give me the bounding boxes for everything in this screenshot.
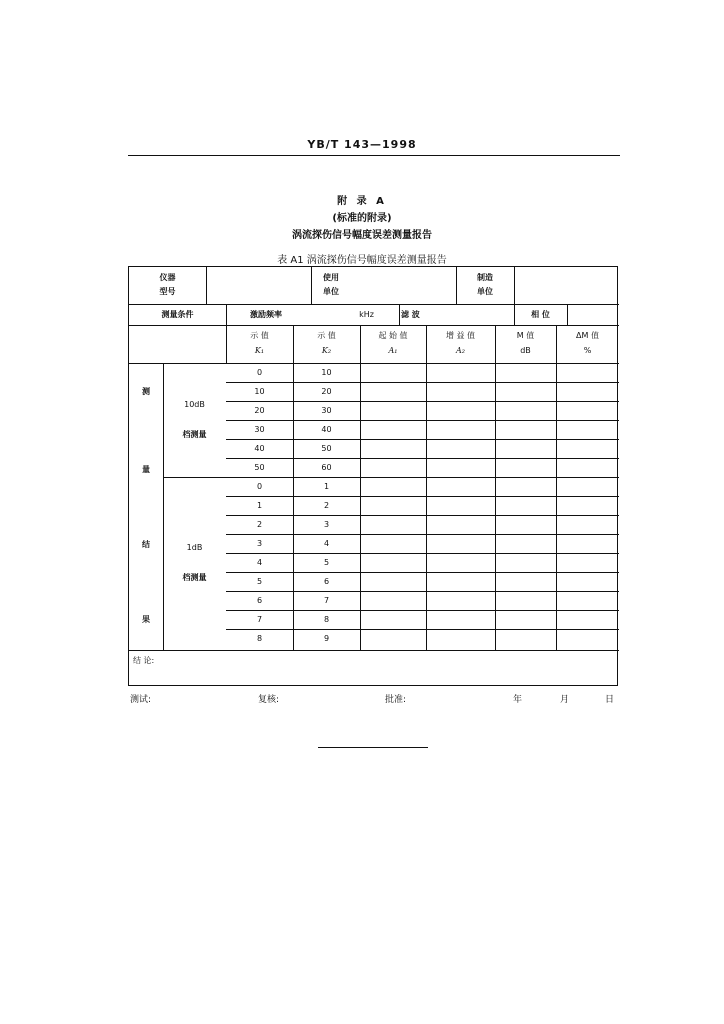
conditions-label: 测量条件: [161, 310, 194, 319]
col-divider: [514, 267, 515, 304]
row-divider: [129, 304, 619, 305]
table-cell: 4: [256, 558, 263, 567]
col-divider: [567, 304, 568, 325]
table-cell: 6: [256, 596, 263, 605]
row-divider: [226, 629, 619, 630]
table-cell: 10: [254, 387, 265, 396]
col-divider: [495, 325, 496, 650]
tester-label: 测试:: [130, 695, 152, 705]
table-cell: 20: [254, 406, 265, 415]
col-m-header: M 值: [516, 331, 535, 340]
col-a1-header: 起 始 值: [378, 331, 408, 340]
col-a2-symbol: A₂: [456, 346, 465, 355]
frequency-unit: kHz: [359, 310, 374, 319]
table-cell: 30: [254, 425, 265, 434]
table-cell: 8: [323, 615, 330, 624]
instrument-label: 型号: [159, 287, 176, 296]
maker-unit-label: 制造: [477, 273, 493, 282]
group-1db-label: 1dB: [186, 543, 203, 552]
table-cell: 40: [321, 425, 332, 434]
conclusion-label: 结 论:: [133, 656, 155, 665]
row-divider: [129, 325, 619, 326]
phase-label: 相 位: [531, 310, 550, 319]
table-cell: 30: [321, 406, 332, 415]
frequency-label: 激励频率: [250, 310, 282, 319]
col-divider: [426, 325, 427, 650]
group-1db-label: 档测量: [182, 573, 207, 582]
table-cell: 50: [321, 444, 332, 453]
appendix-subtitle: (标准的附录): [332, 213, 392, 224]
col-m-unit: dB: [520, 346, 531, 355]
row-divider: [226, 610, 619, 611]
report-table: [128, 266, 618, 686]
row-divider: [226, 591, 619, 592]
end-rule: [318, 747, 428, 748]
col-a2-header: 增 益 值: [445, 331, 476, 340]
row-divider: [226, 515, 619, 516]
table-cell: 8: [256, 634, 263, 643]
table-cell: 3: [323, 520, 330, 529]
table-cell: 5: [323, 558, 330, 567]
col-k2-header: 示 值: [317, 331, 336, 340]
table-cell: 7: [323, 596, 330, 605]
col-divider: [556, 325, 557, 650]
col-k1-header: 示 值: [250, 331, 269, 340]
table-cell: 2: [256, 520, 263, 529]
row-divider: [226, 553, 619, 554]
row-divider: [129, 650, 619, 651]
table-cell: 10: [321, 368, 332, 377]
table-cell: 1: [323, 482, 330, 491]
side-label: 果: [142, 615, 150, 624]
col-k2-symbol: K₂: [321, 346, 332, 355]
report-heading: 涡流探伤信号幅度误差测量报告: [292, 230, 432, 241]
row-divider: [226, 439, 619, 440]
col-dm-header: ΔM 值: [576, 331, 599, 340]
table-cell: 6: [323, 577, 330, 586]
user-unit-label: 使用: [323, 273, 339, 282]
reviewer-label: 复核:: [258, 695, 280, 705]
row-divider: [226, 382, 619, 383]
col-a1-symbol: A₁: [388, 346, 398, 355]
row-divider: [226, 572, 619, 573]
col-dm-unit: %: [583, 346, 592, 355]
approver-label: 批准:: [385, 695, 407, 705]
appendix-title: 附 录 A: [337, 196, 387, 207]
row-divider: [226, 401, 619, 402]
instrument-label: 仪器: [159, 273, 176, 282]
row-divider: [226, 534, 619, 535]
table-cell: 20: [321, 387, 332, 396]
group-10db-label: 档测量: [182, 430, 207, 439]
col-divider: [206, 267, 207, 304]
filter-label: 滤 波: [401, 310, 420, 319]
day-label: 日: [605, 695, 615, 705]
year-label: 年: [513, 695, 523, 705]
table-cell: 4: [323, 539, 330, 548]
side-label: 测: [142, 387, 150, 396]
group-10db-label: 10dB: [184, 400, 205, 409]
row-divider: [226, 496, 619, 497]
table-cell: 5: [256, 577, 263, 586]
group-divider: [163, 477, 619, 478]
table-cell: 3: [256, 539, 263, 548]
row-divider: [129, 363, 619, 364]
month-label: 月: [560, 695, 570, 705]
table-cell: 2: [323, 501, 330, 510]
col-divider: [360, 325, 361, 650]
maker-unit-label: 单位: [477, 287, 493, 296]
table-cell: 0: [256, 368, 263, 377]
table-cell: 60: [321, 463, 332, 472]
table-cell: 40: [254, 444, 265, 453]
row-divider: [226, 420, 619, 421]
side-label: 量: [142, 465, 150, 474]
header-rule: [128, 155, 620, 156]
table-cell: 7: [256, 615, 263, 624]
table-cell: 1: [256, 501, 263, 510]
user-unit-label: 单位: [323, 287, 339, 296]
table-cell: 9: [323, 634, 330, 643]
col-k1-symbol: K₁: [254, 346, 265, 355]
table-caption: 表 A1 涡流探伤信号幅度误差测量报告: [277, 255, 447, 266]
table-cell: 50: [254, 463, 265, 472]
table-cell: 0: [256, 482, 263, 491]
standard-code: YB/T 143—1998: [307, 138, 417, 151]
side-label: 结: [142, 540, 150, 549]
row-divider: [226, 458, 619, 459]
